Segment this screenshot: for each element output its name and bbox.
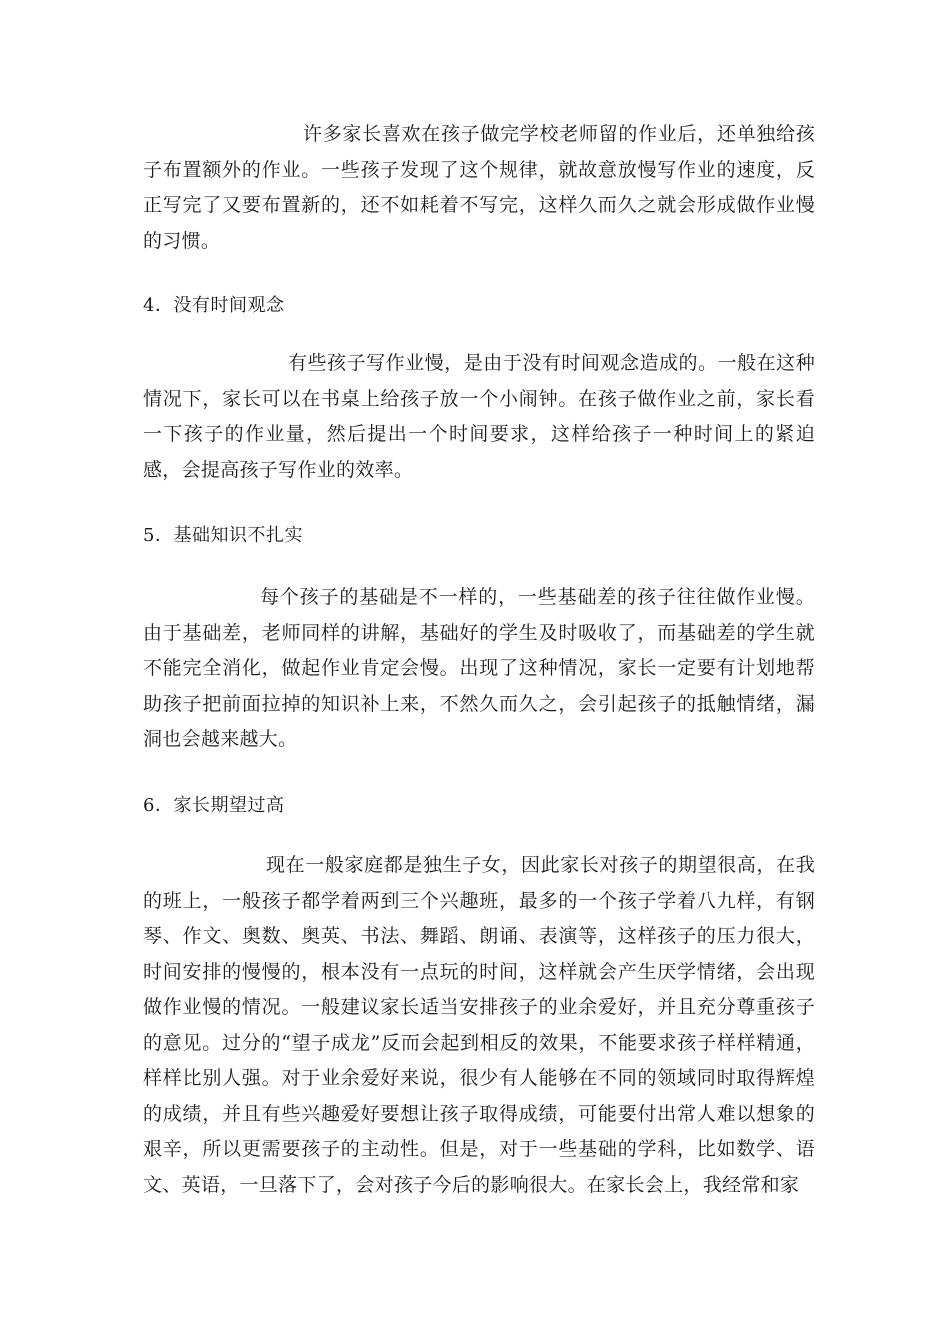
section-heading-4: 4．没有时间观念	[143, 295, 285, 316]
paragraph-time-concept: 有些孩子写作业慢，是由于没有时间观念造成的。一般在这种情况下，家长可以在书桌上给孩子放一个小闹钟。在孩子做作业之前，家长看一下孩子的作业量，然后提出一个时间要求，这样给孩子一种时间上的紧迫感，会提高孩子写作业的效率。	[143, 352, 815, 481]
section-heading-5: 5．基础知识不扎实	[143, 525, 303, 546]
section-heading-6: 6．家长期望过高	[143, 795, 285, 816]
paragraph-weak-foundation: 每个孩子的基础是不一样的，一些基础差的孩子往往做作业慢。由于基础差，老师同样的讲解，基础好的学生及时吸收了，而基础差的学生就不能完全消化，做起作业肯定会慢。出现了这种情况，家长一定要有计划地帮助孩子把前面拉掉的知识补上来，不然久而久之，会引起孩子的抵触情绪，漏洞也会越来越大。	[143, 586, 815, 750]
paragraph-high-expectations: 现在一般家庭都是独生子女，因此家长对孩子的期望很高，在我的班上，一般孩子都学着两到三个兴趣班，最多的一个孩子学着八九样，有钢琴、作文、奥数、奥英、书法、舞蹈、朗诵、表演等，这样孩子的压力很大，时间安排的慢慢的，根本没有一点玩的时间，这样就会产生厌学情绪，会出现做作业慢的情况。一般建议家长适当安排孩子的业余爱好，并且充分尊重孩子的意见。过分的“望子成龙”反而会起到相反的效果，不能要求孩子样样精通，样样比别人强。对于业余爱好来说，很少有人能够在不同的领域同时取得辉煌的成绩，并且有些兴趣爱好要想让孩子取得成绩，可能要付出常人难以想象的艰辛，所以更需要孩子的主动性。但是，对于一些基础的学科，比如数学、语文、英语，一旦落下了，会对孩子今后的影响很大。在家长会上，我经常和家	[143, 854, 815, 1196]
paragraph-extra-homework: 许多家长喜欢在孩子做完学校老师留的作业后，还单独给孩子布置额外的作业。一些孩子发现了这个规律，就故意放慢写作业的速度，反正写完了又要布置新的，还不如耗着不写完，这样久而久之就会形成做作业慢的习惯。	[143, 123, 815, 252]
